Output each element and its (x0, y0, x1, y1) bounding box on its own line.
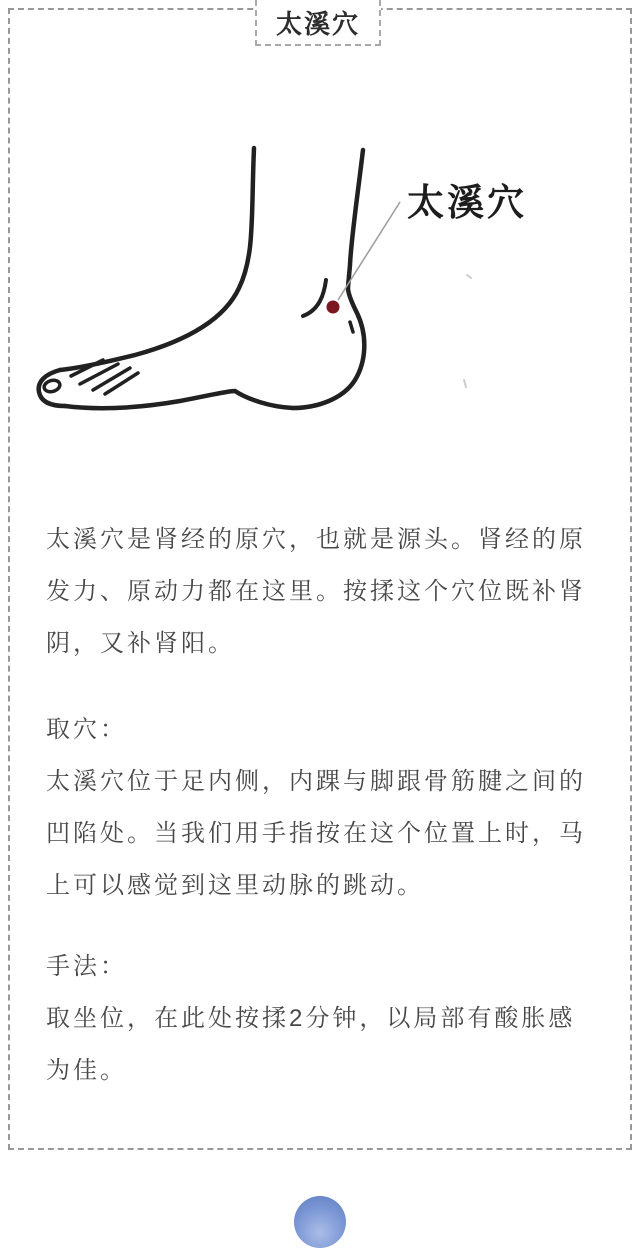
location-line: 太溪穴位于足内侧，内踝与脚跟骨筋腱之间的 (46, 768, 586, 795)
ankle-fold-mark (350, 322, 353, 332)
location-line: 凹陷处。当我们用手指按在这个位置上时，马 (46, 820, 586, 847)
ankle-depression-curve (303, 280, 326, 316)
foot-diagram-svg (35, 140, 605, 455)
section-heading-location: 取穴： (46, 716, 127, 743)
intro-line: 发力、原动力都在这里。按揉这个穴位既补肾 (46, 578, 586, 605)
intro-line: 太溪穴是肾经的原穴，也就是源头。肾经的原 (46, 526, 586, 553)
page-title: 太溪穴 (275, 8, 360, 39)
foot-shin-right-line (348, 150, 363, 287)
location-line: 上可以感觉到这里动脉的跳动。 (46, 872, 424, 899)
article-body (46, 514, 602, 1097)
next-section-circle (294, 1196, 346, 1248)
acupoint-dot (327, 301, 340, 314)
pointer-line (338, 202, 400, 300)
intro-line: 阴，又补肾阳。 (46, 630, 235, 657)
foot-toenail (43, 379, 61, 394)
foot-sole-line (65, 391, 293, 408)
foot-shin-left-line (60, 148, 254, 370)
speck-marks (464, 275, 471, 387)
acupoint-label: 太溪穴 (407, 182, 527, 223)
technique-line: 取坐位，在此处按揉2分钟，以局部有酸胀感 (46, 1005, 576, 1032)
technique-line: 为佳。 (46, 1057, 127, 1084)
section-heading-technique: 手法： (46, 953, 127, 980)
page-title-box (255, 0, 381, 46)
foot-illustration (35, 140, 605, 455)
